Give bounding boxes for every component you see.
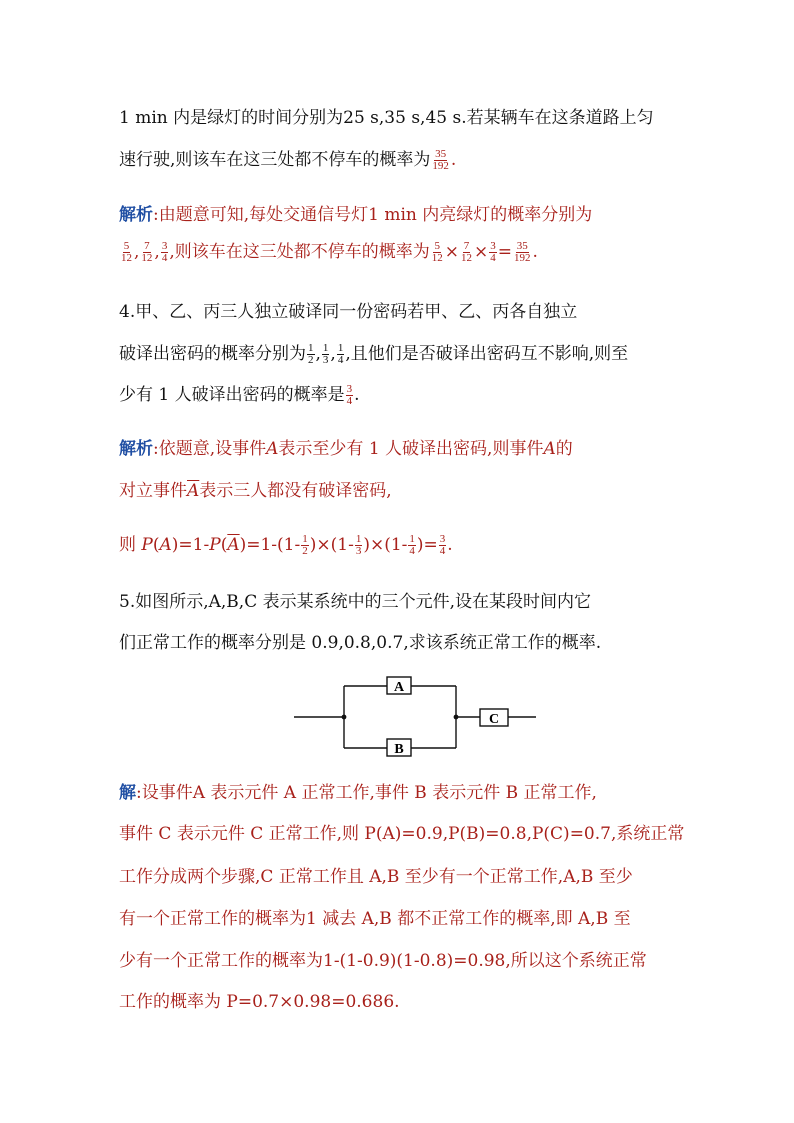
solution3-line2: $\frac{5}{12}$ , $\frac{7}{12}$ , $\frac{3}{4}$ ,则该车在这三处都不停车的概率为 $\frac{5}{12}$ × $\frac{7}{12}$ × $\frac{3}{4}$ = $\frac{35}{192}$ . (121, 240, 538, 264)
solution-label: 解析 (119, 205, 153, 225)
junction-left (342, 715, 347, 720)
solution4-line1: 解析:依题意,设事件A表示至少有 1 人破译出密码,则事件A的 (119, 439, 573, 459)
solution-label: 解析 (119, 439, 153, 459)
component-c-label: C (488, 712, 500, 727)
circuit-diagram (290, 672, 550, 762)
solution4-equation: 则 $P(A)=1-P(\overline{A})=1-(1-$ $\frac{1}{2}$ )×(1- $\frac{1}{3}$ )×(1- $\frac{1}{4}$ )= $\frac{3}{4}$ . (119, 533, 453, 557)
solution5-line5: 少有一个正常工作的概率为1-(1-0.9)(1-0.8)=0.98,所以这个系统正常 (119, 951, 647, 971)
problem4-line3: 少有 1 人破译出密码的概率是 $\frac{3}{4}$ . (119, 383, 360, 407)
problem5-line1: 5.如图所示,A,B,C 表示某系统中的三个元件,设在某段时间内它 (119, 592, 592, 612)
problem3-answer-fraction: $\frac{35}{192}$ (432, 148, 449, 172)
solution5-line1: 解:设事件A 表示元件 A 正常工作,事件 B 表示元件 B 正常工作, (119, 783, 597, 803)
solution5-line3: 工作分成两个步骤,C 正常工作且 A,B 至少有一个正常工作,A,B 至少 (119, 867, 633, 887)
junction-right (454, 715, 459, 720)
component-b-label: B (394, 742, 404, 757)
solution-label: 解 (119, 783, 136, 803)
problem3-line2-text: 速行驶,则该车在这三处都不停车的概率为 (119, 150, 431, 170)
solution5-line2: 事件 C 表示元件 C 正常工作,则 P(A)=0.9,P(B)=0.8,P(C)=0.7,系统正常 (119, 824, 685, 844)
problem4-line1: 4.甲、乙、丙三人独立破译同一份密码若甲、乙、丙各自独立 (119, 302, 578, 322)
solution5-line6: 工作的概率为 P=0.7×0.98=0.686. (119, 992, 400, 1012)
problem3-line1: 1 min 内是绿灯的时间分别为25 s,35 s,45 s.若某辆车在这条道路上匀 (119, 108, 654, 128)
solution5-line4: 有一个正常工作的概率为1 减去 A,B 都不正常工作的概率,即 A,B 至 (119, 909, 631, 929)
problem4-answer-fraction: $\frac{3}{4}$ (346, 383, 353, 407)
problem5-line2: 们正常工作的概率分别是 0.9,0.8,0.7,求该系统正常工作的概率. (119, 633, 602, 653)
solution3-line1: 解析:由题意可知,每处交通信号灯1 min 内亮绿灯的概率分别为 (119, 205, 593, 225)
component-a-label: A (393, 680, 405, 695)
problem4-line2: 破译出密码的概率分别为 $\frac{1}{2}$ , $\frac{1}{3}$ , $\frac{1}{4}$ ,且他们是否破译出密码互不影响,则至 (119, 342, 629, 366)
solution4-line2: 对立事件$\overline{A}$表示三人都没有破译密码, (119, 481, 392, 501)
problem3-line2: 速行驶,则该车在这三处都不停车的概率为 $\frac{35}{192}$ . (119, 148, 457, 172)
